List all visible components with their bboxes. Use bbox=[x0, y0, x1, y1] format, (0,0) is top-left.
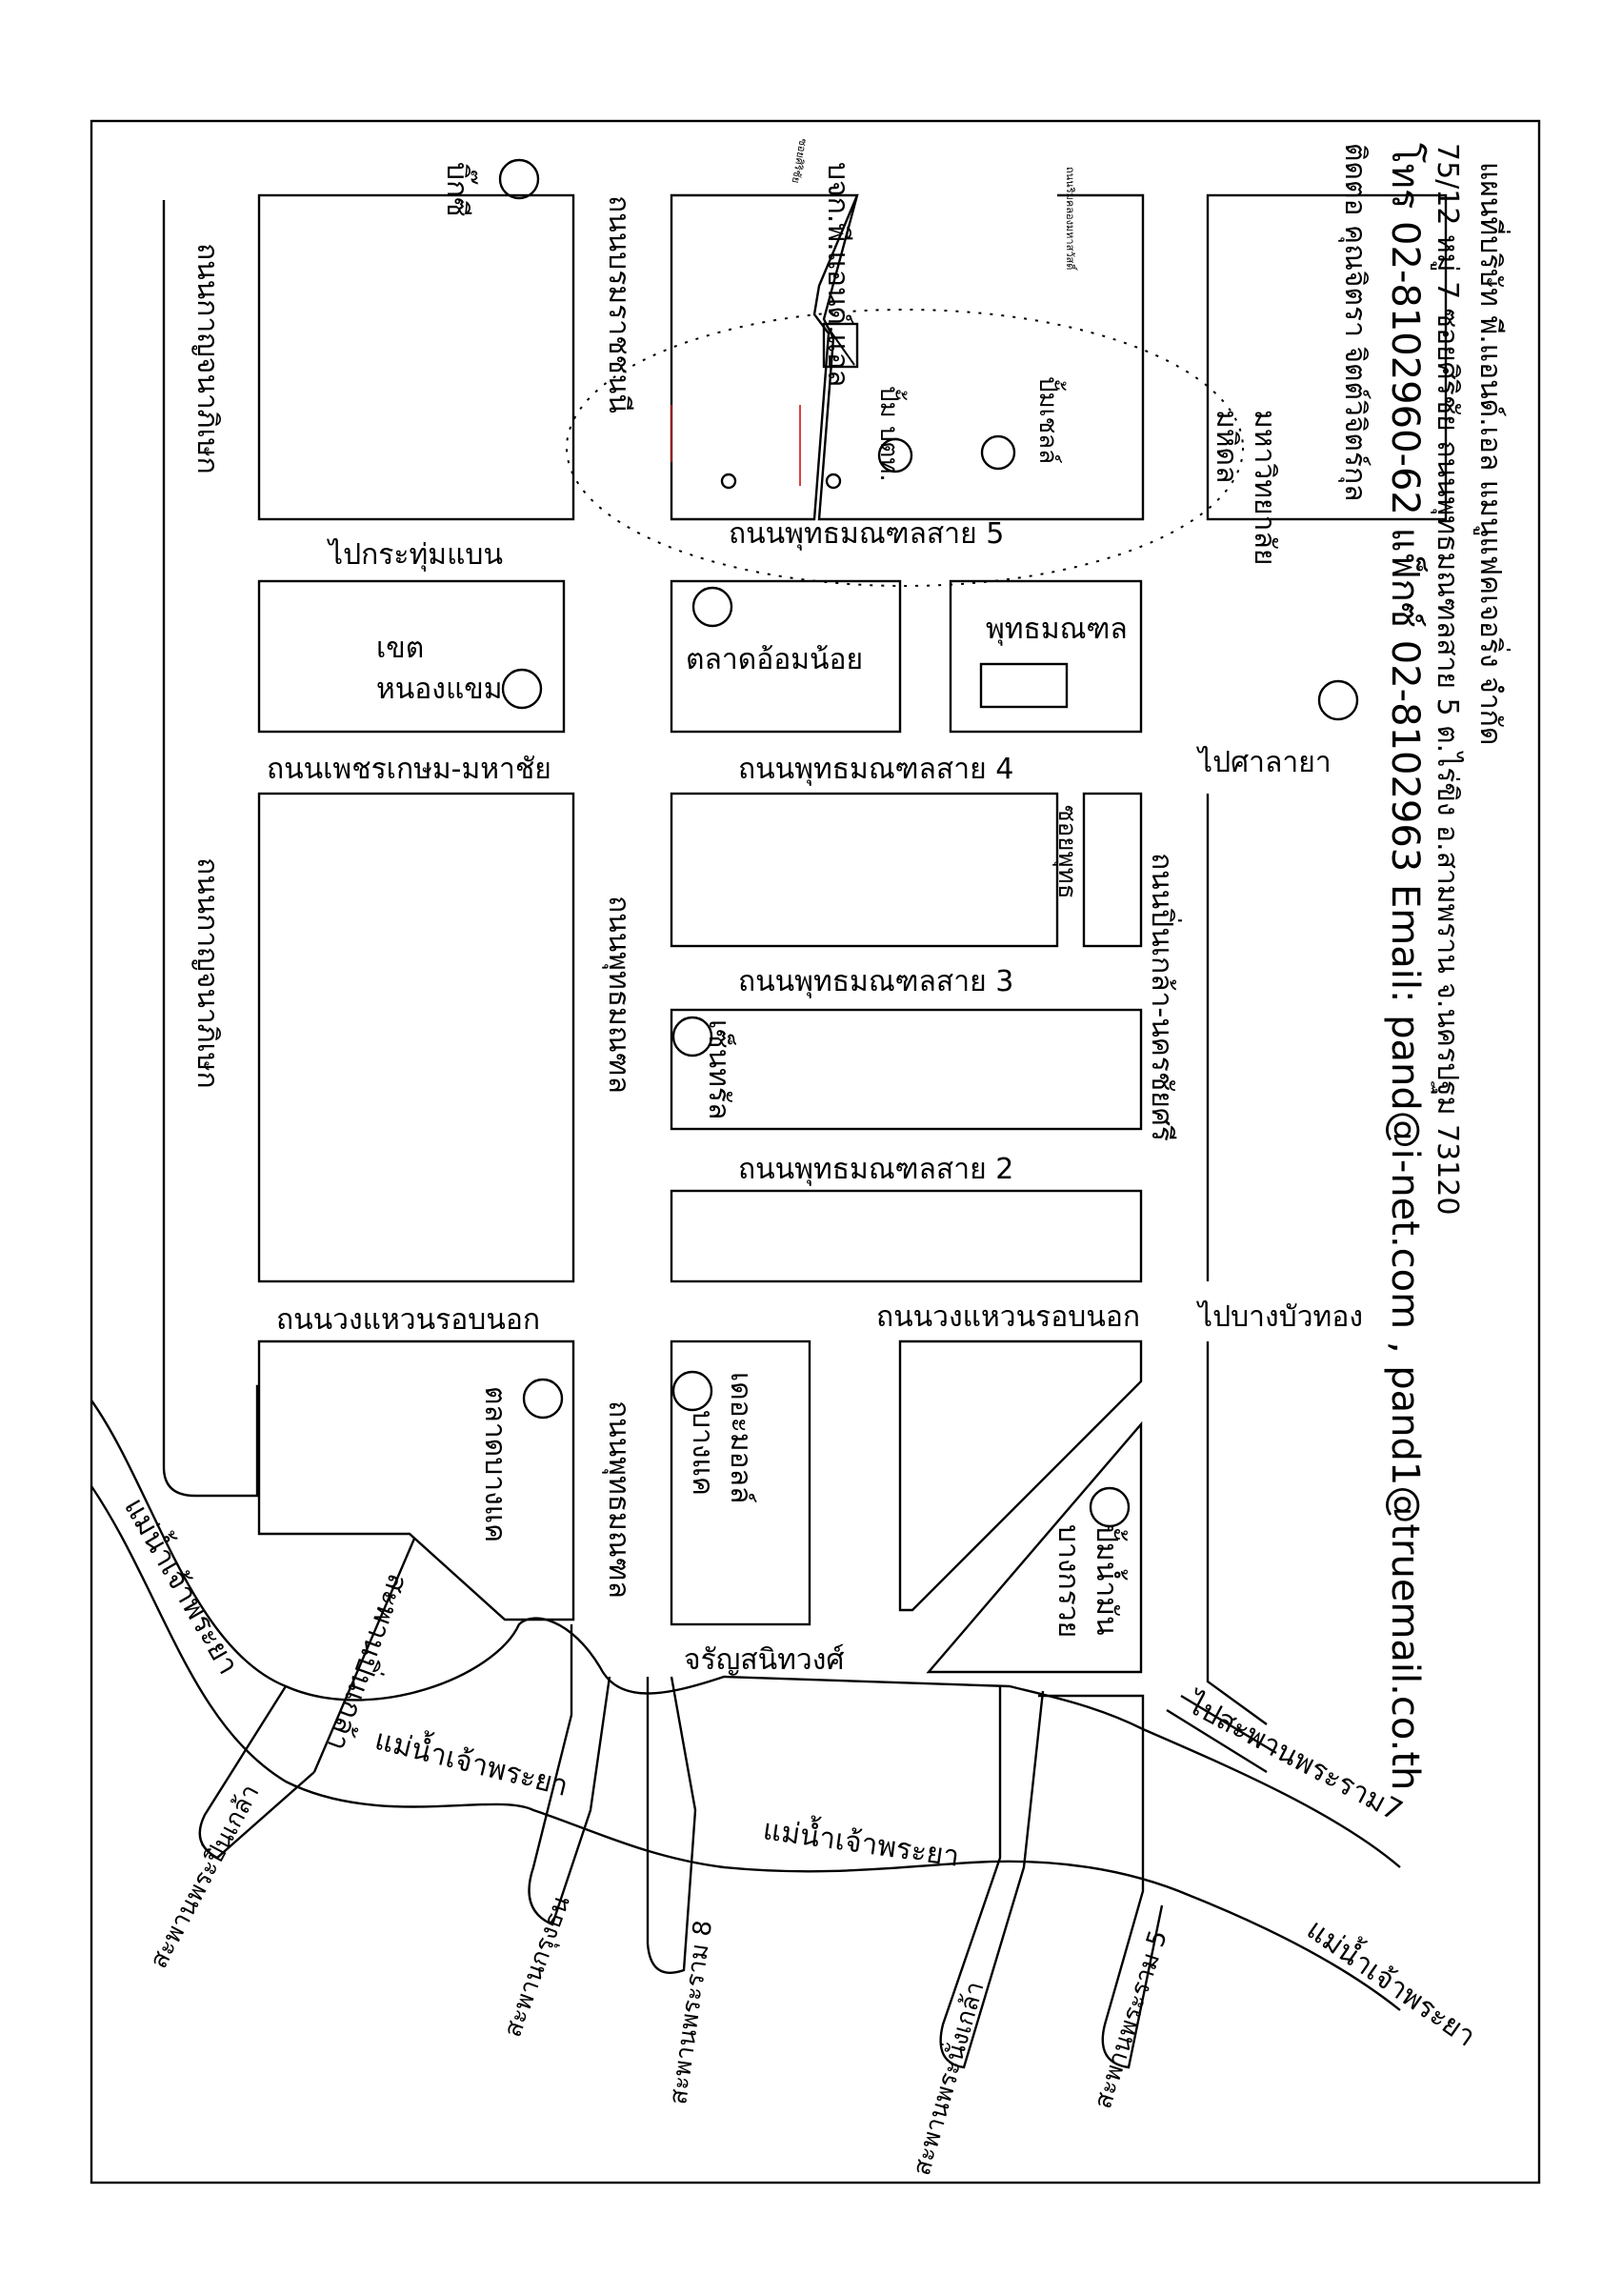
label-phutthamonthon-right: ถนนพุทธมณฑล bbox=[602, 1400, 635, 1599]
label-bridge-b: สะพานกรุงธน bbox=[498, 1892, 576, 2042]
label-nong-khaem-1: เขต bbox=[376, 632, 425, 665]
label-block-4b: ซอยพุทธ bbox=[1052, 805, 1081, 899]
label-to-saphan-rama7: ไปสะพานพระราม7 bbox=[1182, 1687, 1408, 1829]
block-company-right bbox=[819, 195, 1143, 519]
block-putthamonthon bbox=[951, 581, 1141, 732]
label-chao-phraya-3: แม่น้ำเจ้าพระยา bbox=[1300, 1912, 1482, 2054]
block-mid-4 bbox=[671, 794, 1057, 946]
label-big-c-top: บิ๊กซี bbox=[440, 162, 473, 217]
label-chao-phraya-1: แม่น้ำเจ้าพระยา bbox=[371, 1722, 571, 1803]
label-pump-1: ปั้มน้ำมัน bbox=[1090, 1524, 1123, 1636]
label-bridge-d: สะพานพระนั่งเกล้า bbox=[907, 1978, 991, 2179]
label-to-bang-bua-thong: ไปบางบัวทอง bbox=[1198, 1300, 1363, 1334]
label-sala-road: ถนนปิ่นเกล้า-นครชัยศรี bbox=[1145, 853, 1178, 1141]
block-mid-2 bbox=[671, 1191, 1141, 1281]
label-putthamonthon: พุทธมณฑล bbox=[986, 613, 1128, 646]
road-right-vertical bbox=[1208, 794, 1267, 1724]
label-talad-om-noi: ตลาดอ้อมน้อย bbox=[686, 643, 864, 676]
label-phetkasem: ถนนเพชรเกษม-มหาชัย bbox=[267, 753, 551, 786]
label-talad-bang-khae: ตลาดบางแค bbox=[478, 1386, 511, 1543]
label-to-sala-ya: ไปศาลายา bbox=[1198, 746, 1332, 779]
block-mid-4b bbox=[1084, 794, 1141, 946]
label-putthamonthon-5: ถนนพุทธมณฑลสาย 5 bbox=[729, 517, 1005, 551]
label-soi-sirichai: ซอยศิริชัย bbox=[789, 137, 810, 185]
label-outer-ring-right: ถนนวงแหวนรอบนอก bbox=[876, 1300, 1141, 1334]
label-rim-road: ถนนริมคลองมหาสวัสดิ์ bbox=[1064, 167, 1076, 271]
label-mahidol-1: มหาวิทยาลัย bbox=[1248, 410, 1281, 566]
label-bridge-e: สะพานพระราม 5 bbox=[1089, 1926, 1173, 2113]
label-the-mall-2: บางแค bbox=[686, 1410, 719, 1496]
marker-big-c-top bbox=[500, 160, 538, 198]
label-shell: ปั้มเชลล์ bbox=[1033, 376, 1062, 465]
label-company-short: บจก.พี.แอนด์.แอล bbox=[821, 162, 854, 388]
label-the-mall-1: เดอะมอลล์ bbox=[724, 1372, 757, 1504]
label-pinklao-bridge: สะพานปิ่นเกล้า bbox=[319, 1569, 415, 1756]
label-putthamonthon-3: ถนนพุทธมณฑลสาย 3 bbox=[738, 965, 1014, 998]
label-bridge-c: สะพานพระราม 8 bbox=[664, 1918, 719, 2106]
block-big-c bbox=[671, 1010, 1141, 1129]
header-contact: ติดต่อ คุณจิตรา จิตต์วิจิตร์กุล bbox=[1338, 143, 1372, 502]
label-phutthamonthon-left: ถนนพุทธมณฑล bbox=[602, 896, 635, 1094]
label-central: เซ็นทรัล bbox=[702, 1019, 735, 1120]
header-company: แผนที่บริษัท พี.แอนด์.เอล แมนูแฟคเจอริ่ง จำกัด bbox=[1473, 162, 1507, 746]
label-chao-phraya-2: แม่น้ำเจ้าพระยา bbox=[760, 1813, 962, 1874]
label-boromratchachonnani: ถนนบรมราชชนนี bbox=[602, 195, 635, 413]
label-jaransanitwong: จรัญสนิทวงศ์ bbox=[684, 1643, 845, 1677]
label-bridge-a: สะพานพระปิ่นเกล้า bbox=[144, 1780, 266, 1974]
header-phone-email: โทร 02-8102960-62 แฟ็กซ์ 02-8102963 Email: pand@i-net.com , pand1@truemail.co.th bbox=[1383, 143, 1427, 1791]
block-left-3 bbox=[259, 794, 573, 1281]
label-kanchanaphisek-bottom: ถนนกาญจนาภิเษก bbox=[190, 857, 224, 1089]
label-outer-ring-left: ถนนวงแหวนรอบนอก bbox=[276, 1303, 541, 1337]
label-mahidol-2: มหิดล bbox=[1210, 410, 1243, 484]
label-to-krathumbaen: ไปกระทุ่มแบน bbox=[329, 538, 503, 572]
label-ptt: ปั้ม ปตท. bbox=[874, 386, 903, 482]
label-pump-2: บางกรวย bbox=[1051, 1524, 1085, 1639]
label-chao-phraya-4: แม่น้ำเจ้าพระยา bbox=[117, 1492, 246, 1681]
marker-mahidol bbox=[1319, 681, 1357, 719]
block-bang-khae bbox=[259, 1341, 573, 1620]
header-address: 75/12 หมู่ 7 ซอยศิริชัย ถนนพุทธมณฑลสาย 5 ต.ไร่ขิง อ.สามพราน จ.นครปฐม 73120 bbox=[1431, 143, 1464, 1216]
label-kanchanaphisek-top: ถนนกาญจนาภิเษก bbox=[190, 243, 224, 474]
label-putthamonthon-4: ถนนพุทธมณฑลสาย 4 bbox=[738, 753, 1014, 786]
block-left-1 bbox=[259, 195, 573, 519]
label-nong-khaem-2: หนองแขม bbox=[376, 673, 503, 706]
label-putthamonthon-2: ถนนพุทธมณฑลสาย 2 bbox=[738, 1153, 1014, 1186]
